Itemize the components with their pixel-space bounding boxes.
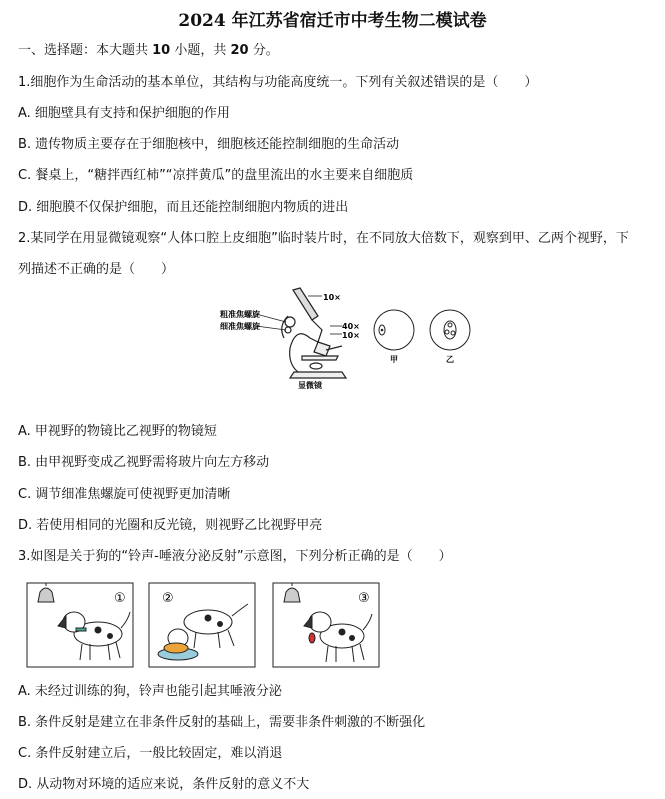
page-title: 2024 年江苏省宿迁市中考生物二模试卷 — [178, 11, 487, 31]
view-b-granule-2 — [445, 330, 449, 334]
q1-option-b: B. 遗传物质主要存在于细胞核中，细胞核还能控制细胞的生命活动 — [18, 137, 400, 152]
panel-1-label: ① — [114, 591, 126, 606]
q1-option-d: D. 细胞膜不仅保护细胞，而且还能控制细胞内物质的进出 — [18, 200, 349, 215]
question-count: 10 — [152, 43, 171, 58]
q3-option-a: A. 未经过训练的狗，铃声也能引起其唾液分泌 — [18, 684, 282, 699]
view-b-granule-3 — [451, 331, 455, 335]
q2-stem-line2: 列描述不正确的是（ ） — [18, 262, 175, 277]
section-heading — [18, 42, 279, 60]
q1-option-a: A. 细胞壁具有支持和保护细胞的作用 — [18, 106, 230, 121]
total-score: 20 — [230, 43, 249, 58]
dog-reflex-figure — [26, 582, 380, 670]
q3-stem: 3.如图是关于狗的“铃声-唾液分泌反射”示意图，下列分析正确的是（ ） — [18, 549, 452, 564]
view-b-label: 乙 — [446, 355, 454, 364]
q1-stem: 1.细胞作为生命活动的基本单位，其结构与功能高度统一。下列有关叙述错误的是（ ） — [18, 75, 538, 90]
view-a-label: 甲 — [390, 355, 398, 364]
panel-1 — [27, 583, 133, 667]
section-middle: 小题，共 — [170, 43, 231, 58]
section-suffix: 分。 — [248, 43, 279, 58]
q2-stem-line1: 2.某同学在用显微镜观察“人体口腔上皮细胞”临时装片时，在不同放大倍数下，观察到甲、乙两个视野，下 — [18, 231, 629, 246]
objective-low-label: 10× — [342, 331, 360, 340]
panel-3 — [273, 583, 379, 667]
q2-option-d: D. 若使用相同的光圈和反光镜，则视野乙比视野甲亮 — [18, 518, 323, 533]
q1-option-c: C. 餐桌上，“糖拌西红柿”“凉拌黄瓜”的盘里流出的水主要来自细胞质 — [18, 168, 414, 183]
view-b-granule-1 — [448, 323, 452, 327]
microscope-figure — [218, 286, 478, 392]
q3-option-c: C. 条件反射建立后，一般比较固定，难以消退 — [18, 746, 283, 761]
panel-2 — [149, 583, 255, 667]
panel-2-label: ② — [162, 591, 174, 606]
q3-option-d: D. 从动物对环境的适应来说，条件反射的意义不大 — [18, 777, 310, 792]
objective-high-label: 40× — [342, 322, 360, 331]
coarse-focus-label: 粗准焦螺旋 — [220, 310, 260, 319]
eyepiece-label: 10× — [323, 293, 341, 302]
panel-3-label: ③ — [358, 591, 370, 606]
q2-option-b: B. 由甲视野变成乙视野需将玻片向左方移动 — [18, 455, 270, 470]
microscope-label: 显微镜 — [298, 381, 322, 390]
q3-option-b: B. 条件反射是建立在非条件反射的基础上，需要非条件刺激的不断强化 — [18, 715, 426, 730]
fine-focus-label: 细准焦螺旋 — [220, 322, 260, 331]
view-a-nucleus — [381, 329, 384, 332]
q2-option-c: C. 调节细准焦螺旋可使视野更加清晰 — [18, 487, 231, 502]
section-prefix: 一、选择题：本大题共 — [18, 43, 153, 58]
q2-option-a: A. 甲视野的物镜比乙视野的物镜短 — [18, 424, 217, 439]
